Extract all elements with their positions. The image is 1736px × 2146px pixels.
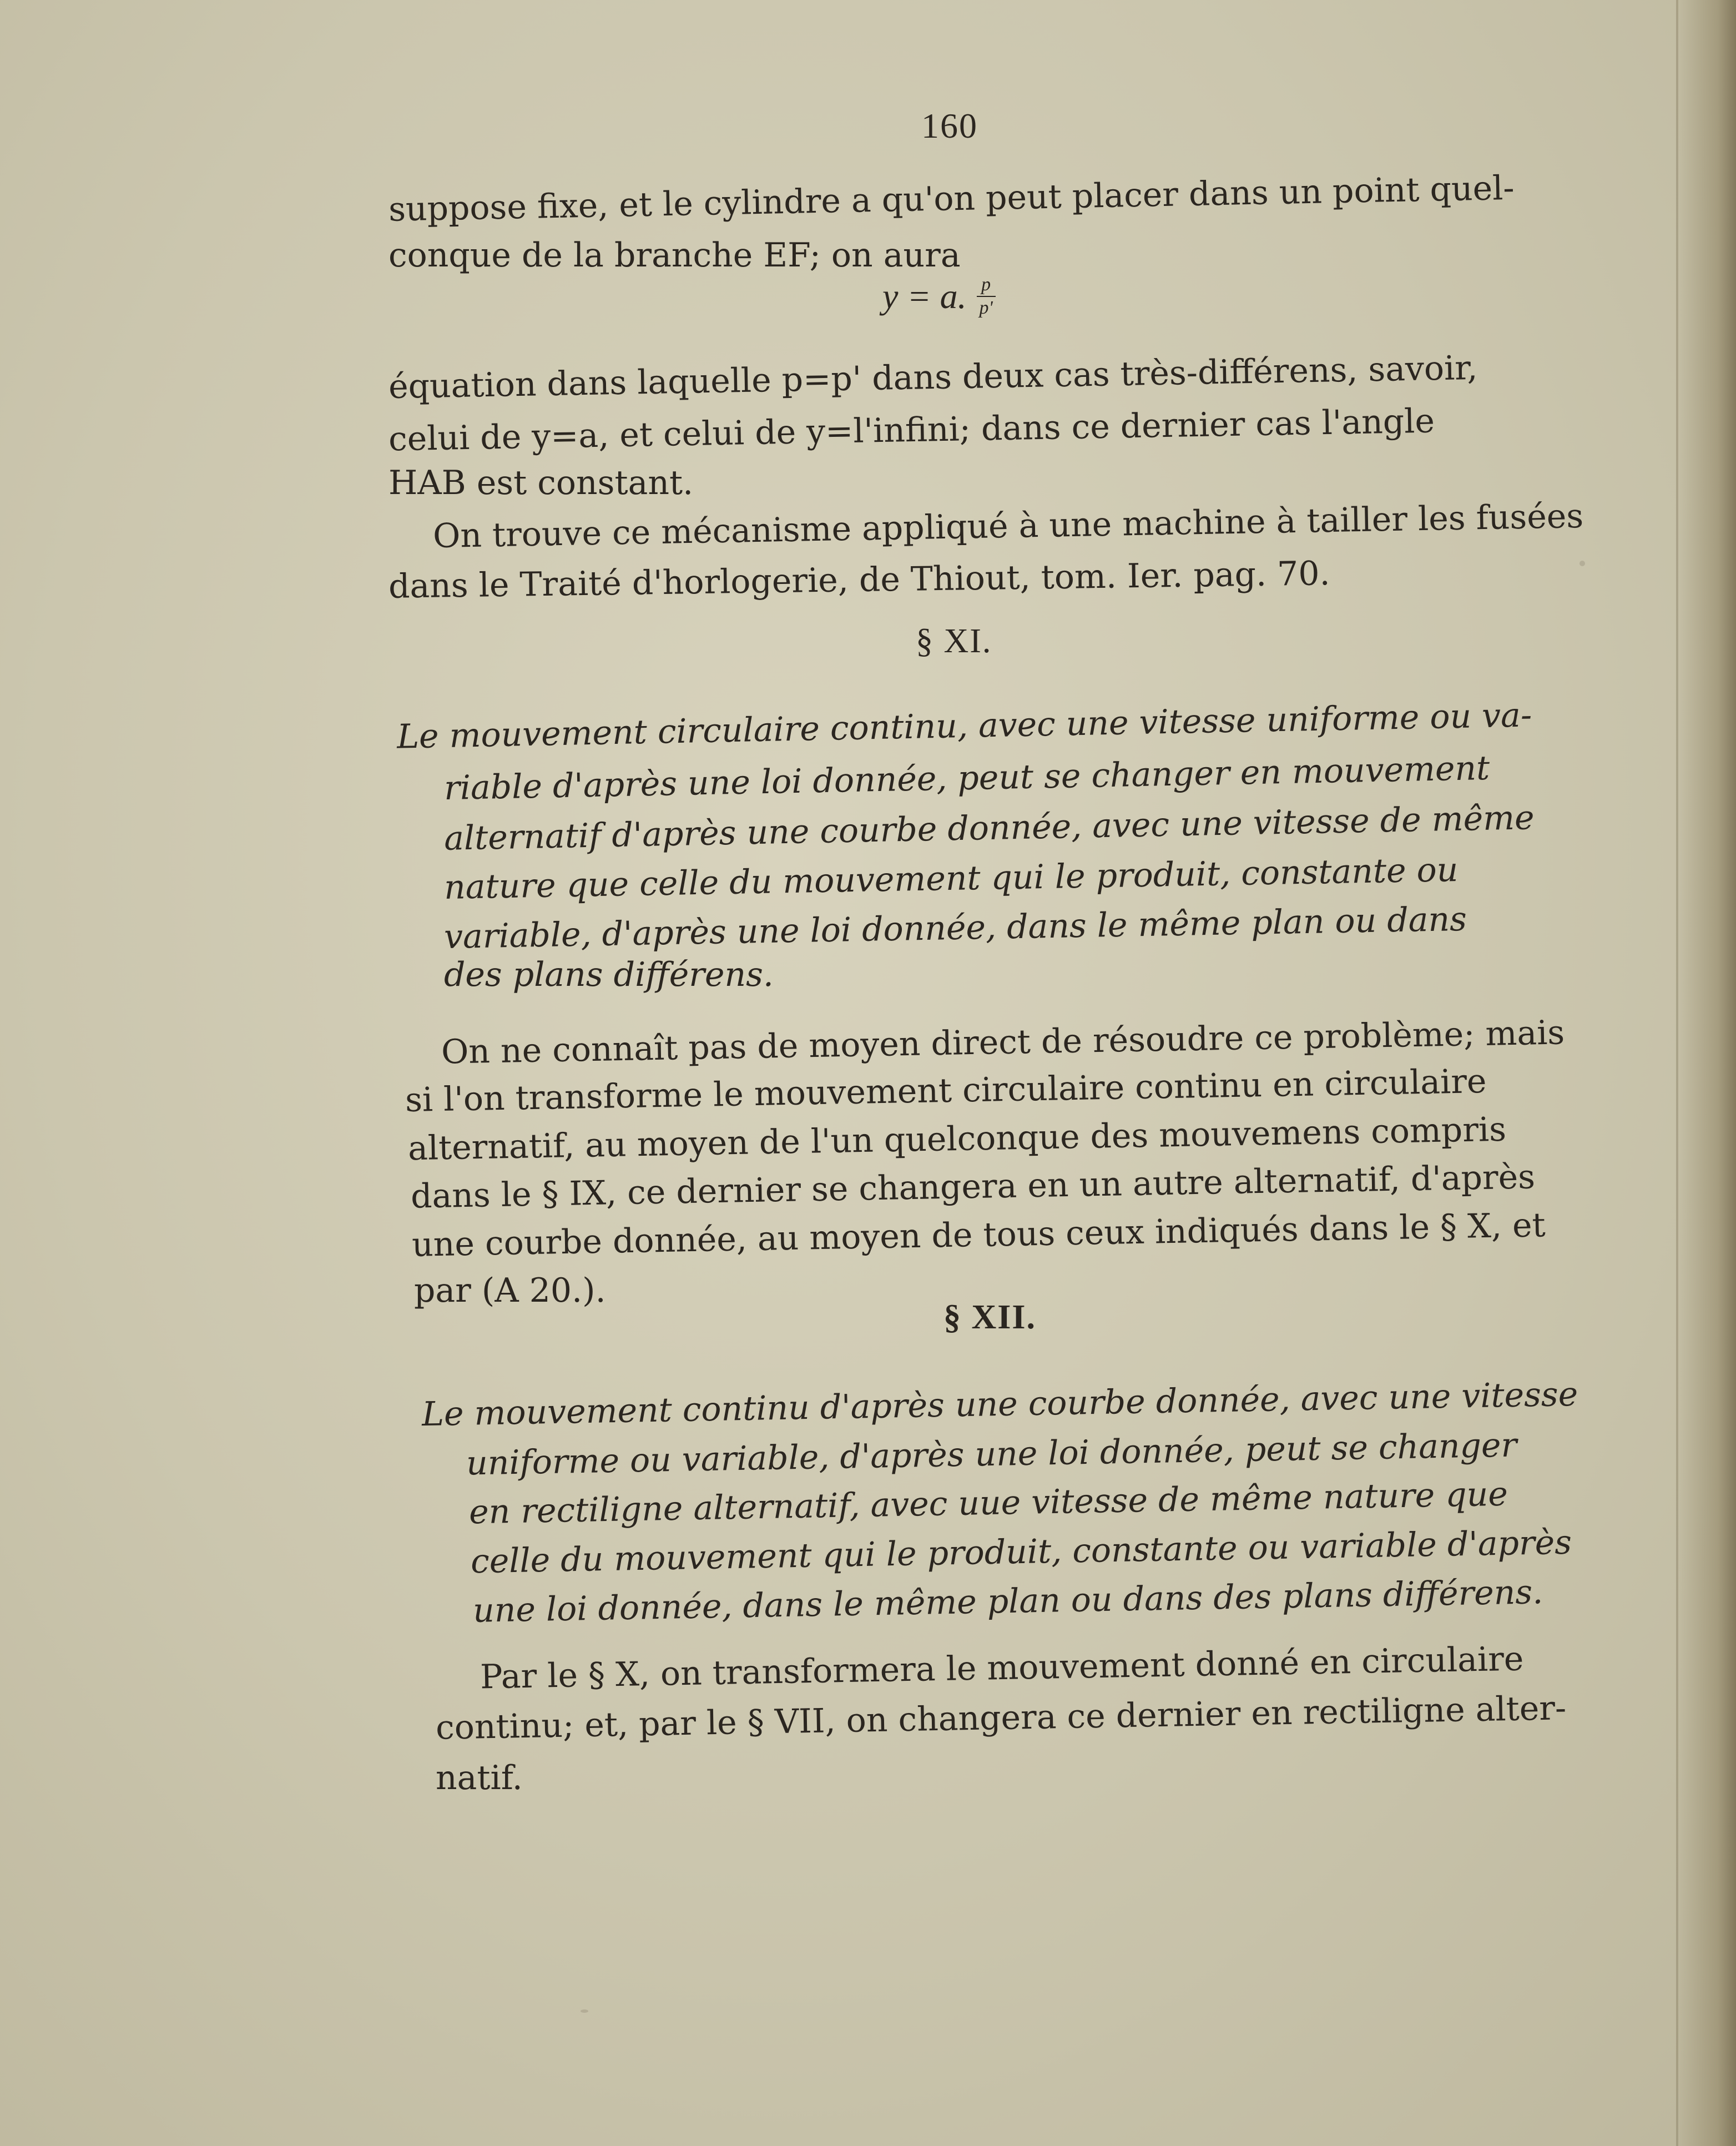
body-text: par (A 20.). [414,1271,606,1310]
fraction-numerator: p [981,274,991,295]
body-text: dans le § IX, ce dernier se changera en un autre alternatif, d'après [410,1157,1536,1216]
paragraph3-line2: dans le Traité d'horlogerie, de Thiout, tom. Ier. pag. 70. [388,554,1331,606]
ink-spot [1579,561,1585,566]
body-text: alternatif, au moyen de l'un quelconque des mouvemens compris [407,1110,1507,1168]
statement-text: celle du mouvement qui le produit, constante ou variable d'après [470,1523,1572,1581]
body-text: continu; et, par le § VII, on changera ce dernier en rectiligne alter- [435,1689,1567,1747]
page-number: 160 [921,106,978,145]
text-line [388,233,961,278]
text-line [388,461,693,505]
page-edge [1675,0,1736,2146]
statement-text: une loi donnée, dans le même plan ou dans des plans différens. [472,1573,1543,1630]
paragraph1-line1: suppose fixe, et le cylindre a qu'on peut placer dans un point quel- [388,168,1515,229]
paragraph3-line1: On trouve ce mécanisme appliqué à une machine à tailler les fusées [432,496,1584,556]
section12-body-line [436,1756,523,1800]
statement-text: alternatif d'après une courbe donnée, avec une vitesse de même [443,798,1535,858]
statement-text: Le mouvement circulaire continu, avec une vitesse uniforme ou va- [396,696,1532,757]
body-text: une courbe donnée, au moyen de tous ceux indiqués dans le § X, et [411,1206,1546,1265]
body-text: natif. [436,1759,523,1797]
body-text: Par le § X, on transformera le mouvement donné en circulaire [480,1639,1524,1697]
statement-text: des plans différens. [444,955,774,994]
fraction-bar [977,296,996,297]
paragraph1-line2: conque de la branche EF; on aura [388,236,961,275]
equation-lhs: y = a. [882,276,967,316]
statement-text: riable d'après une loi donnée, peut se changer en mouvement [443,748,1490,808]
text-line [388,399,1435,462]
statement-text: nature que celle du mouvement qui le produit, constante ou [443,850,1459,907]
text-line [388,346,1478,409]
statement-text: variable, d'après une loi donnée, dans le même plan ou dans [443,899,1467,957]
statement-text: uniforme ou variable, d'après une loi donnée, peut se changer [466,1425,1517,1483]
section11-statement-line [444,953,774,997]
equation [882,275,996,318]
statement-text: en rectiligne alternatif, avec uue vitesse de même nature que [468,1474,1508,1532]
paragraph2-line3: HAB est constant. [388,464,694,502]
paragraph2-line2: celui de y=a, et celui de y=l'infini; dans ce dernier cas l'angle [388,401,1435,459]
paragraph2-line1: équation dans laquelle p=p' dans deux cas très-différens, savoir, [388,348,1478,407]
section-heading-xi: § XI. [916,622,992,660]
section11-body-line [414,1268,606,1313]
text-line [388,165,1532,232]
body-text: si l'on transforme le mouvement circulaire continu en circulaire [405,1062,1487,1120]
text-line [388,551,1331,609]
body-text: On ne connaît pas de moyen direct de résoudre ce problème; mais [441,1013,1565,1072]
section-heading-xii: § XII. [943,1298,1037,1336]
equation-fraction [977,275,996,318]
fraction-denominator: p' [979,298,993,318]
ink-spot [581,2009,588,2013]
statement-text: Le mouvement continu d'après une courbe donnée, avec une vitesse [421,1374,1578,1434]
